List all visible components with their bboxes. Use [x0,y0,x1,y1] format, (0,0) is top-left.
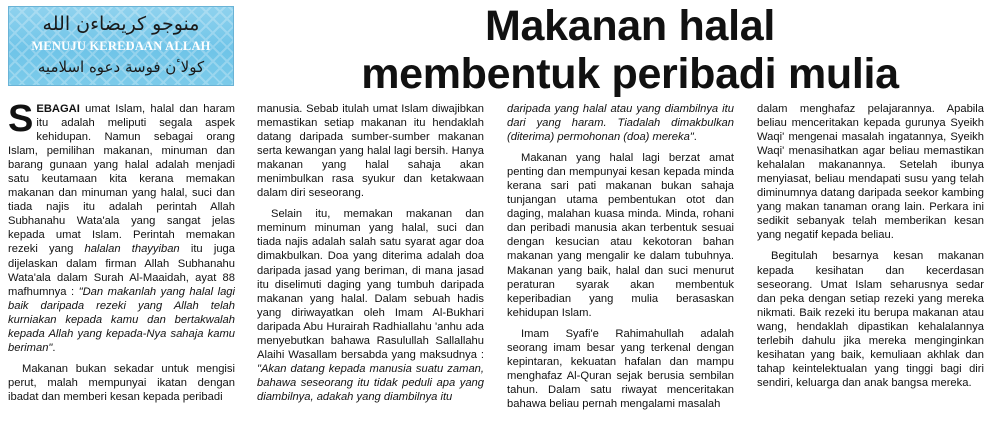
badge-column-name: MENUJU KEREDAAN ALLAH [31,39,211,53]
hadith-quote: daripada yang halal atau yang diambilnya itu dari yang haram. Tiadalah dimakbulkan (diterima) permohonan (doa) mereka" [507,103,734,144]
paragraph-text: . [52,341,56,354]
badge-jawi-subtitle: كولاٴن فوسة دعوه اسلاميه [37,58,205,76]
headline-line-1: Makanan halal [484,2,776,50]
article-column-2 [257,102,484,424]
headline-line-2: membentuk peribadi mulia [361,50,899,98]
article-headline [265,2,995,98]
article-paragraph: Imam Syafi'e Rahimahullah adalah seorang imam besar yang terkenal dengan kepintaran, kekuatan hafalan dan mampu menghafaz Al-Quran sejak berusia sembilan tahun. Dalam satu riwayat menceritakan bahawa beliau pernah mengalami masalah [507,327,734,410]
paragraph-text: Selain itu, memakan makanan dan meminum minuman yang halal, suci dan tiada najis adalah salah satu syarat agar doa dimakbulkan. Doa yang diterima adalah doa daripada jasad yang beriman, di mana jasad itu diselimuti daging yang tumbuh daripada makanan yang halal. Dalam sebuah hadis yang diriwayatkan oleh Imam Al-Bukhari daripada Abu Hurairah Radhiallahu 'anhu ada menyebutkan bahawa Rasulullah Sallallahu Alaihi Wasallam bersabda yang maksudnya : [257,208,484,361]
article-paragraph: Begitulah besarnya kesan makanan kepada kesihatan dan kecerdasan seseorang. Umat Islam seharusnya sedar dan peka dengan setiap rezeki yang mereka nikmati. Baik rezeki itu berupa makanan atau wang, hendaklah dipastikan kehalalannya terlebih dahulu jika mereka menginginkan kesihatan yang baik, kemuliaan akhlak dan tahap keintelektualan yang tinggi bagi diri sendiri, keluarga dan anak bangsa mereka. [757,250,984,389]
paragraph-text: . [693,131,697,144]
article-column-4 [757,102,984,424]
article-column-3 [507,102,734,424]
article-column-1 [8,102,235,424]
article-paragraph [8,102,235,355]
drop-cap: S [8,102,34,140]
emphasis-term: halalan thayyiban [84,243,180,256]
paragraph-text: umat Islam, halal dan haram itu adalah meliputi segala aspek kehidupan. Namun sebagai orang Islam, pemilihan makanan, minuman dan barang gunaan yang halal adalah menjadi satu keutamaan kita kerana memakan makanan dan minuman yang halal, suci dan tiada najis itu adalah perintah Allah Subhanahu Wata'ala yang sangat jelas kepada umat Islam. [8,103,235,242]
article-paragraph [257,207,484,404]
article-paragraph: dalam menghafaz pelajarannya. Apabila beliau menceritakan kepada gurunya Syeikh Waqi' mengenai masalah ingatannya, Syeikh Waqi' menasihatkan agar beliau memastikan kehalalan makanannya. Setelah ibunya menyiasat, beliau mendapati susu yang telah diminumnya datang daripada seekor kambing yang makan tanaman orang lain. Perkara ini sedikit sebanyak telah memberikan kesan yang negatif kepada beliau. [757,103,984,242]
quran-quote: "Dan makanlah yang halal lagi baik daripada rezeki yang Allah telah kurniakan kepada kamu dan bertakwalah kepada Allah yang kepada-Nya sahaja kamu beriman" [8,285,235,354]
article-paragraph: Makanan bukan sekadar untuk mengisi perut, malah mempunyai ikatan dengan ibadat dan memberi kesan kepada peribadi [8,362,235,403]
paragraph-text: Perintah memakan rezeki yang [8,229,235,256]
article-paragraph: Makanan yang halal lagi berzat amat penting dan mempunyai kesan kepada minda kerana sari pati makanan bukan sahaja tunjangan utama pembentukan otot dan daging, malahan kuasa minda. Minda, rohani dan peribadi manusia akan terbentuk sesuai dengan kesucian atau kekotoran bahan makanan yang mengalir ke dalam tubuhnya. Makanan yang baik, halal dan suci menurut peraturan syarak akan membentuk keperibadian yang mulia berasaskan kehidupan Islam. [507,152,734,319]
hadith-quote: "Akan datang kepada manusia suatu zaman, bahawa seseorang itu tidak peduli apa yang diambilnya, adakah yang diambilnya itu [257,362,484,403]
badge-jawi-title: منوجو كريضاءن الله [42,13,200,35]
article-paragraph: manusia. Sebab itulah umat Islam diwajibkan memastikan setiap makanan itu hendaklah datang daripada sumber-sumber makanan serta kewangan yang halal lagi bersih. Hanya makanan yang halal sahaja akan menimbulkan rasa syukur dan ketakwaan dalam diri seseorang. [257,103,484,200]
lead-caps: EBAGAI [36,103,80,115]
article-paragraph [507,102,734,144]
column-logo-badge [8,6,234,86]
paragraph-text: itu juga dijelaskan dalam firman Allah Subhanahu Wata'ala dalam Surah Al-Maaidah, ayat 88 mafhumnya : [8,243,235,298]
